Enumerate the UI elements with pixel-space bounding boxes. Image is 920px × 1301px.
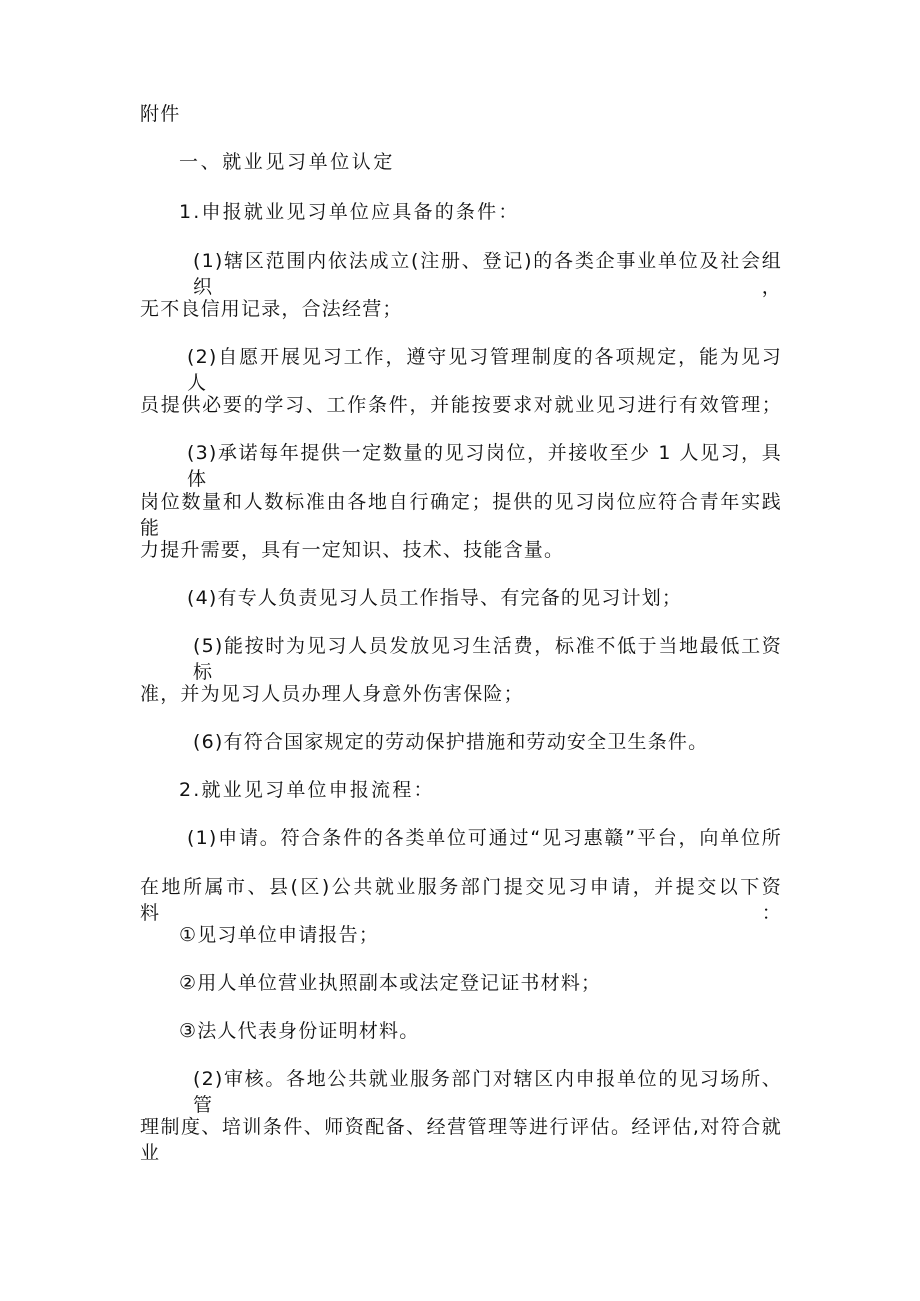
process-1-line-1: (1)申请。符合条件的各类单位可通过“见习惠赣”平台，向单位所 bbox=[187, 827, 782, 849]
condition-4-line-1: (4)有专人负责见习人员工作指导、有完备的见习计划； bbox=[187, 587, 683, 609]
condition-1-line-1: (1)辖区范围内依法成立(注册、登记)的各类企事业单位及社会组织， bbox=[193, 250, 782, 298]
section-1-title: 一、就业见习单位认定 bbox=[179, 151, 396, 173]
process-item-1: ①见习单位申请报告； bbox=[179, 924, 380, 946]
condition-1-line-2: 无不良信用记录，合法经营； bbox=[140, 298, 403, 320]
condition-3-line-1: (3)承诺每年提供一定数量的见习岗位，并接收至少 1 人见习，具体 bbox=[187, 442, 782, 490]
subsection-1-title: 1.申报就业见习单位应具备的条件： bbox=[179, 201, 520, 223]
condition-3-line-3: 力提升需要，具有一定知识、技术、技能含量。 bbox=[140, 539, 565, 561]
process-2-line-1: (2)审核。各地公共就业服务部门对辖区内申报单位的见习场所、管 bbox=[193, 1068, 782, 1116]
condition-5-line-1: (5)能按时为见习人员发放见习生活费，标准不低于当地最低工资标 bbox=[193, 635, 782, 683]
process-2-line-2: 理制度、培训条件、师资配备、经营管理等进行评估。经评估,对符合就业 bbox=[140, 1116, 782, 1164]
condition-2-line-2: 员提供必要的学习、工作条件，并能按要求对就业见习进行有效管理； bbox=[140, 394, 782, 416]
condition-5-line-2: 准，并为见习人员办理人身意外伤害保险； bbox=[140, 683, 524, 705]
condition-6-line-1: (6)有符合国家规定的劳动保护措施和劳动安全卫生条件。 bbox=[193, 731, 709, 753]
process-item-3: ③法人代表身份证明材料。 bbox=[179, 1020, 420, 1042]
process-1-line-2: 在地所属市、县(区)公共就业服务部门提交见习申请，并提交以下资料： bbox=[140, 876, 782, 924]
condition-2-line-1: (2)自愿开展见习工作，遵守见习管理制度的各项规定，能为见习人 bbox=[187, 346, 782, 394]
attachment-label: 附件 bbox=[140, 103, 181, 125]
subsection-2-title: 2.就业见习单位申报流程： bbox=[179, 779, 435, 801]
process-item-2: ②用人单位营业执照副本或法定登记证书材料； bbox=[179, 972, 602, 994]
condition-3-line-2: 岗位数量和人数标准由各地自行确定；提供的见习岗位应符合青年实践能 bbox=[140, 491, 782, 539]
